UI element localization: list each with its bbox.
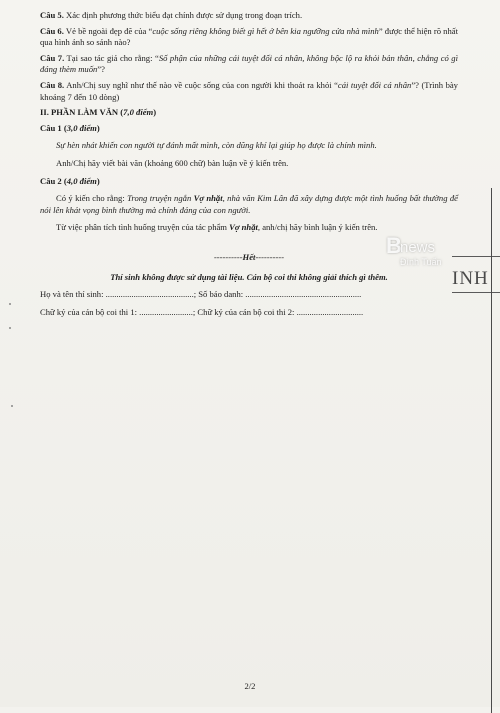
stamp-line-top: [452, 256, 500, 257]
cau2-opinion: Có ý kiến cho rằng: Trong truyện ngắn Vợ nhặt, nhà văn Kim Lân đã xây dựng được một tình huống bất thường để nói lên khát vọng bình thường mà chính đáng của con người.: [40, 193, 458, 215]
question-quote: cuộc sống riêng không biết gì hết ở bên kia ngưỡng cửa nhà mình: [152, 25, 379, 36]
scan-speck: [9, 327, 11, 329]
question-quote: Số phận của những cái tuyệt đối cá nhân, không bộc lộ ra khỏi bản thân, chẳng có gì đáng thèm muốn: [40, 52, 458, 75]
question-label: Câu 6.: [40, 25, 64, 36]
question-7: Câu 7. Tại sao tác giả cho rằng: “Số phận của những cái tuyệt đối cá nhân, không bộc lộ ra khỏi bản thân, chẳng có gì đáng thèm muốn”?: [40, 52, 458, 75]
page-edge-line: [491, 188, 492, 713]
scan-speck: [9, 303, 11, 305]
exam-content: [40, 10, 458, 324]
cau2-heading: Câu 2 (4,0 điểm): [40, 175, 100, 186]
end-marker: ----------Hết----------: [213, 251, 285, 262]
question-8: Câu 8. Anh/Chị suy nghĩ như thế nào về cuộc sống của con người khi thoát ra khỏi “cái tuyệt đối cá nhân”? (Trình bày khoảng 7 đến 10 dòng): [40, 79, 458, 102]
question-quote: cái tuyệt đối cá nhân: [337, 79, 412, 90]
cau1-quote: Sự hèn nhát khiến con người tự đánh mất mình, còn dũng khí lại giúp họ được là chính mình.: [56, 140, 377, 151]
exam-notice: Thí sinh không được sử dụng tài liệu. Cán bộ coi thi không giải thích gì thêm.: [110, 271, 388, 282]
question-label: Câu 5.: [40, 10, 64, 20]
scan-speck: [11, 405, 13, 407]
question-label: Câu 8.: [40, 79, 65, 90]
edge-stamp: INH: [452, 268, 489, 289]
page-number: 2/2: [244, 681, 256, 691]
cau2-task: Từ việc phân tích tình huống truyện của tác phẩm Vợ nhặt, anh/chị hãy bình luận ý kiến trên.: [56, 222, 378, 233]
bnews-watermark: [386, 233, 466, 273]
stamp-line-bottom: [452, 292, 500, 293]
section-heading: II. PHẦN LÀM VĂN (7,0 điểm): [40, 107, 157, 118]
watermark-b: B: [386, 233, 402, 258]
question-label: Câu 7.: [40, 52, 65, 63]
question-6: Câu 6. Vẻ bề ngoài đẹp đẽ của “cuộc sống riêng không biết gì hết ở bên kia ngưỡng cửa nhà mình” được thể hiện rõ nhất qua hình ảnh so sánh nào?: [40, 25, 458, 48]
proctor-signature-row: Chữ ký của cán bộ coi thi 1: .........................; Chữ ký của cán bộ coi thi 2: ...............................: [40, 306, 364, 317]
cau1-task: Anh/Chị hãy viết bài văn (khoảng 600 chữ) bàn luận về ý kiến trên.: [56, 157, 289, 168]
watermark-news: news: [400, 239, 436, 256]
question-text: Xác định phương thức biểu đạt chính được sử dụng trong đoạn trích.: [63, 10, 303, 20]
candidate-info-row: Họ và tên thí sinh: .........................................; Số báo danh: ......................................................: [40, 289, 362, 300]
watermark-sub: Đình Tuấn: [400, 257, 442, 267]
question-5: [40, 10, 458, 22]
cau1-heading: Câu 1 (3,0 điểm): [40, 122, 100, 133]
